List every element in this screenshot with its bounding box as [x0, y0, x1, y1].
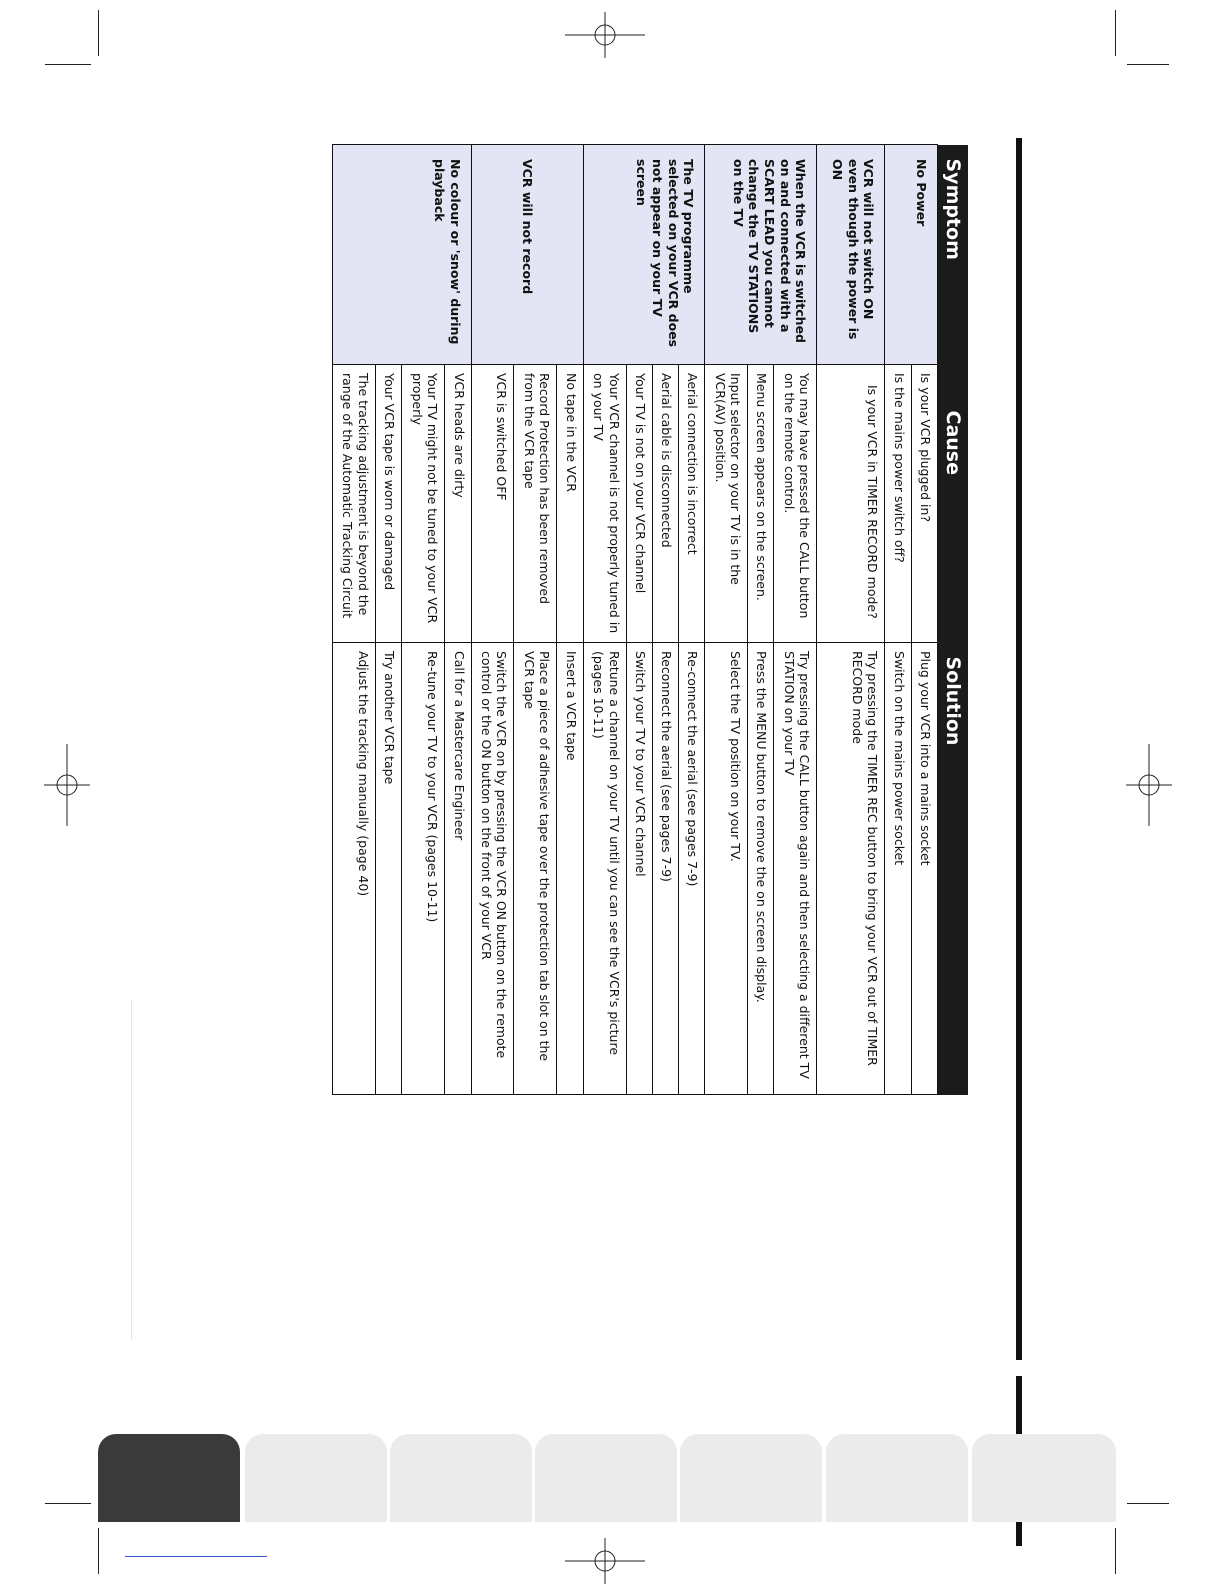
symptom-cell: No Power — [885, 145, 938, 365]
crop-mark — [1127, 1503, 1169, 1504]
solution-cell: Place a piece of adhesive tape over the protection tab slot on the VCR tape — [514, 643, 557, 1095]
solution-cell: Plug your VCR into a mains socket — [911, 643, 937, 1095]
header-symptom: Symptom — [938, 145, 969, 365]
symptom-cell: No colour or 'snow' during playback — [333, 145, 472, 365]
section-tab[interactable] — [972, 1434, 1116, 1522]
section-tab[interactable] — [826, 1434, 968, 1522]
cause-cell: Is your VCR plugged in? — [911, 365, 937, 643]
registration-mark-bottom — [565, 1538, 645, 1584]
section-tab[interactable] — [680, 1434, 822, 1522]
cause-cell: Record Protection has been removed from the VCR tape — [514, 365, 557, 643]
crop-mark — [98, 10, 99, 56]
cause-cell: The tracking adjustment is beyond the range of the Automatic Tracking Circuit — [333, 365, 376, 643]
symptom-cell: VCR will not record — [471, 145, 583, 365]
cause-cell: Your TV might not be tuned to your VCR properly — [402, 365, 445, 643]
crop-mark — [1127, 64, 1169, 65]
cause-cell: VCR heads are dirty — [445, 365, 471, 643]
table-row — [679, 145, 705, 1095]
crop-mark — [45, 1503, 91, 1504]
solution-cell: Retune a channel on your TV until you can see the VCR's picture (pages 10-11) — [583, 643, 626, 1095]
solution-cell: Select the TV position on your TV. — [705, 643, 748, 1095]
table-row — [911, 145, 937, 1095]
solution-cell: Try pressing the CALL button again and then selecting a different TV STATION on your TV — [774, 643, 817, 1095]
crop-mark — [98, 1528, 99, 1574]
table-row — [774, 145, 817, 1095]
section-tab[interactable] — [98, 1434, 240, 1522]
solution-cell: Try another VCR tape — [376, 643, 402, 1095]
registration-mark-right — [1126, 744, 1172, 826]
cause-cell: Is the mains power switch off? — [885, 365, 911, 643]
troubleshooting-table — [332, 144, 968, 1095]
cause-cell: You may have pressed the CALL button on the remote control. — [774, 365, 817, 643]
cause-cell: Your TV is not on your VCR channel — [626, 365, 652, 643]
solution-cell: Try pressing the TIMER REC button to bring your VCR out of TIMER RECORD mode — [817, 643, 885, 1095]
solution-cell: Insert a VCR tape — [557, 643, 583, 1095]
table-row — [557, 145, 583, 1095]
troubleshooting-table-container — [332, 144, 968, 1094]
section-tab[interactable] — [245, 1434, 387, 1522]
symptom-cell: The TV programme selected on your VCR does not appear on your TV screen — [583, 145, 705, 365]
cause-cell: Your VCR channel is not properly tuned in on your TV — [583, 365, 626, 643]
table-header-row — [938, 145, 969, 1095]
cause-cell: No tape in the VCR — [557, 365, 583, 643]
cause-cell: Aerial connection is incorrect — [679, 365, 705, 643]
section-tab[interactable] — [390, 1434, 532, 1522]
cause-cell: Aerial cable is disconnected — [652, 365, 678, 643]
crop-mark — [45, 64, 91, 65]
cause-cell: Is your VCR in TIMER RECORD mode? — [817, 365, 885, 643]
margin-line — [131, 1000, 132, 1340]
crop-mark — [1115, 10, 1116, 56]
header-cause: Cause — [938, 365, 969, 643]
section-tab[interactable] — [535, 1434, 677, 1522]
solution-cell: Press the MENU button to remove the on screen display. — [748, 643, 774, 1095]
symptom-cell: When the VCR is switched on and connected with a SCART LEAD you cannot change the TV STATIONS on the TV — [705, 145, 817, 365]
crop-mark — [1115, 1528, 1116, 1574]
table-row — [445, 145, 471, 1095]
cause-cell: Input selector on your TV is in the VCR(AV) position. — [705, 365, 748, 643]
solution-cell: Reconnect the aerial (see pages 7-9) — [652, 643, 678, 1095]
solution-cell: Adjust the tracking manually (page 40) — [333, 643, 376, 1095]
cause-cell: Menu screen appears on the screen. — [748, 365, 774, 643]
symptom-cell: VCR will not switch ON even though the power is ON — [817, 145, 885, 365]
page-edge-bar — [1016, 138, 1022, 1360]
solution-cell: Re-connect the aerial (see pages 7-9) — [679, 643, 705, 1095]
solution-cell: Switch the VCR on by pressing the VCR ON button on the remote control or the ON button on the front of your VCR — [471, 643, 514, 1095]
solution-cell: Call for a Mastercare Engineer — [445, 643, 471, 1095]
header-solution: Solution — [938, 643, 969, 1095]
solution-cell: Switch on the mains power socket — [885, 643, 911, 1095]
solution-cell: Switch your TV to your VCR channel — [626, 643, 652, 1095]
registration-mark-left — [44, 744, 90, 826]
solution-cell: Re-tune your TV to your VCR (pages 10-11) — [402, 643, 445, 1095]
cause-cell: Your VCR tape is worn or damaged — [376, 365, 402, 643]
registration-mark-top — [565, 12, 645, 58]
table-row — [817, 145, 885, 1095]
footer-rule — [125, 1556, 267, 1557]
cause-cell: VCR is switched OFF — [471, 365, 514, 643]
